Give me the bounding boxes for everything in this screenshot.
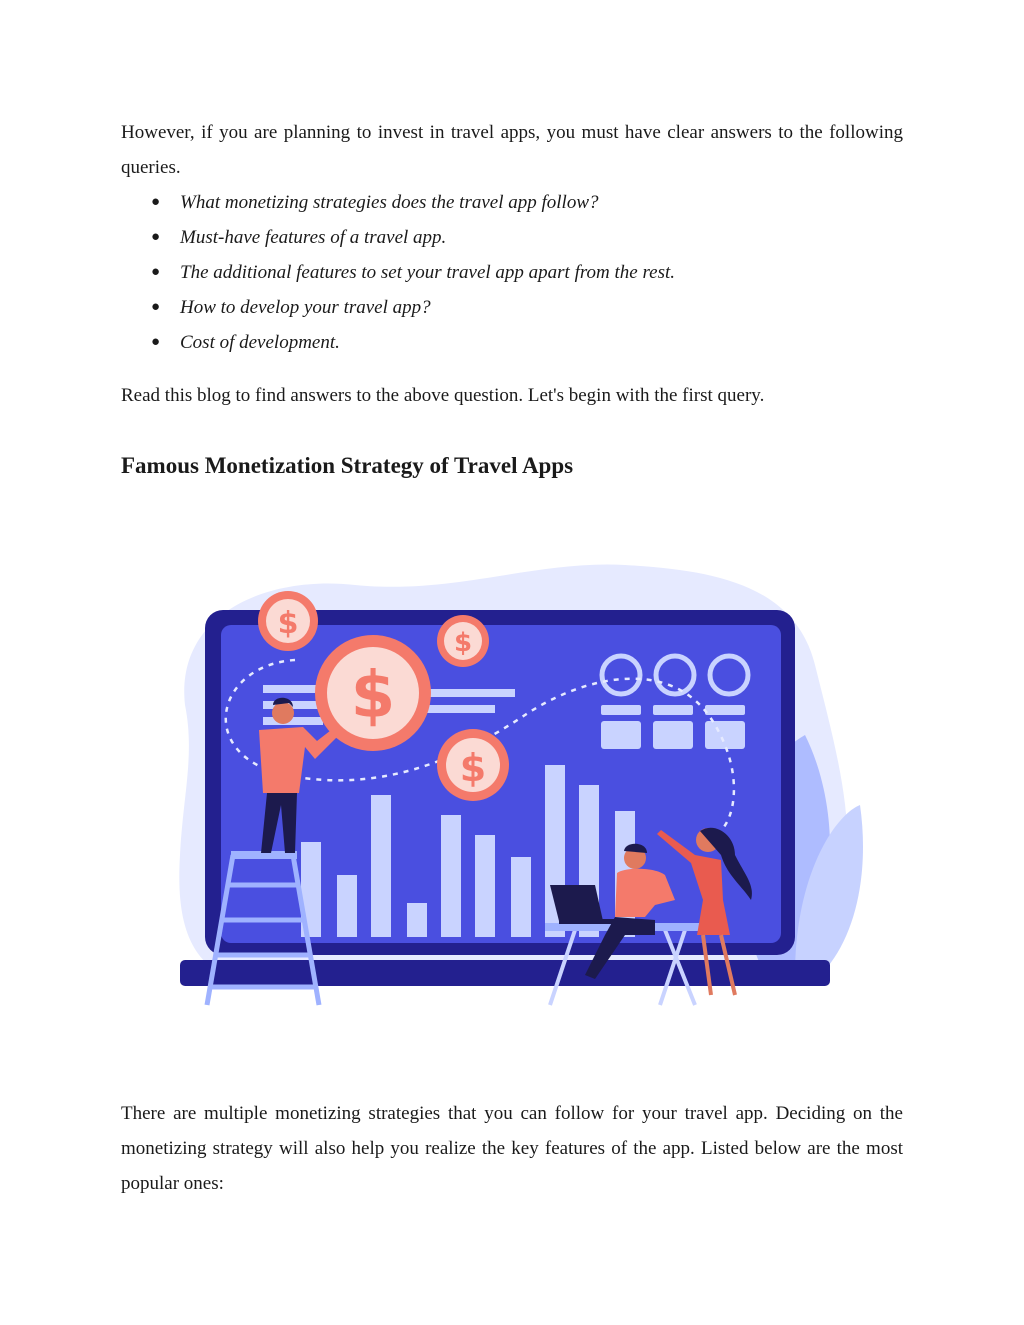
bar [371, 795, 391, 937]
tile [601, 721, 641, 749]
list-item-text: What monetizing strategies does the travel app follow? [180, 192, 599, 213]
bar [511, 857, 531, 937]
list-item-text: The additional features to set your travel app apart from the rest. [180, 262, 676, 283]
list-item [121, 255, 903, 290]
svg-text:$: $ [453, 628, 473, 658]
dollar-coin-icon [258, 591, 318, 651]
bullet-icon: ● [151, 299, 161, 315]
list-item [121, 290, 903, 325]
monetization-illustration [155, 555, 865, 1015]
bar [441, 815, 461, 937]
svg-text:$: $ [350, 659, 396, 733]
dollar-coin-icon [437, 729, 509, 801]
tile [653, 721, 693, 749]
tile [601, 705, 641, 715]
bar [475, 835, 495, 937]
list-item-text: How to develop your travel app? [180, 297, 431, 318]
screen-line [263, 685, 323, 693]
screen-line [425, 705, 495, 713]
bullet-icon: ● [151, 194, 161, 210]
screen-line [263, 717, 323, 725]
queries-list [121, 185, 903, 360]
svg-text:$: $ [277, 606, 299, 641]
section-heading: Famous Monetization Strategy of Travel Apps [121, 453, 574, 478]
tile [705, 705, 745, 715]
list-item [121, 185, 903, 220]
lead-paragraph: Read this blog to find answers to the above question. Let's begin with the first query. [121, 385, 765, 406]
tile [653, 705, 693, 715]
list-item [121, 325, 903, 360]
outro-paragraph: There are multiple monetizing strategies that you can follow for your travel app. Deciding on the monetizing strategy will also help you realize the key features of the app. Listed below are the most popular ones: [121, 1103, 903, 1194]
bar [407, 903, 427, 937]
bar [337, 875, 357, 937]
svg-text:$: $ [459, 746, 487, 790]
screen-line [425, 689, 515, 697]
tile [705, 721, 745, 749]
list-item [121, 220, 903, 255]
bullet-icon: ● [151, 229, 161, 245]
bullet-icon: ● [151, 334, 161, 350]
dollar-coin-icon [437, 615, 489, 667]
intro-paragraph: However, if you are planning to invest in travel apps, you must have clear answers to the following queries. [121, 122, 903, 178]
list-item-text: Cost of development. [180, 332, 340, 353]
list-item-text: Must-have features of a travel app. [180, 227, 447, 248]
bullet-icon: ● [151, 264, 161, 280]
